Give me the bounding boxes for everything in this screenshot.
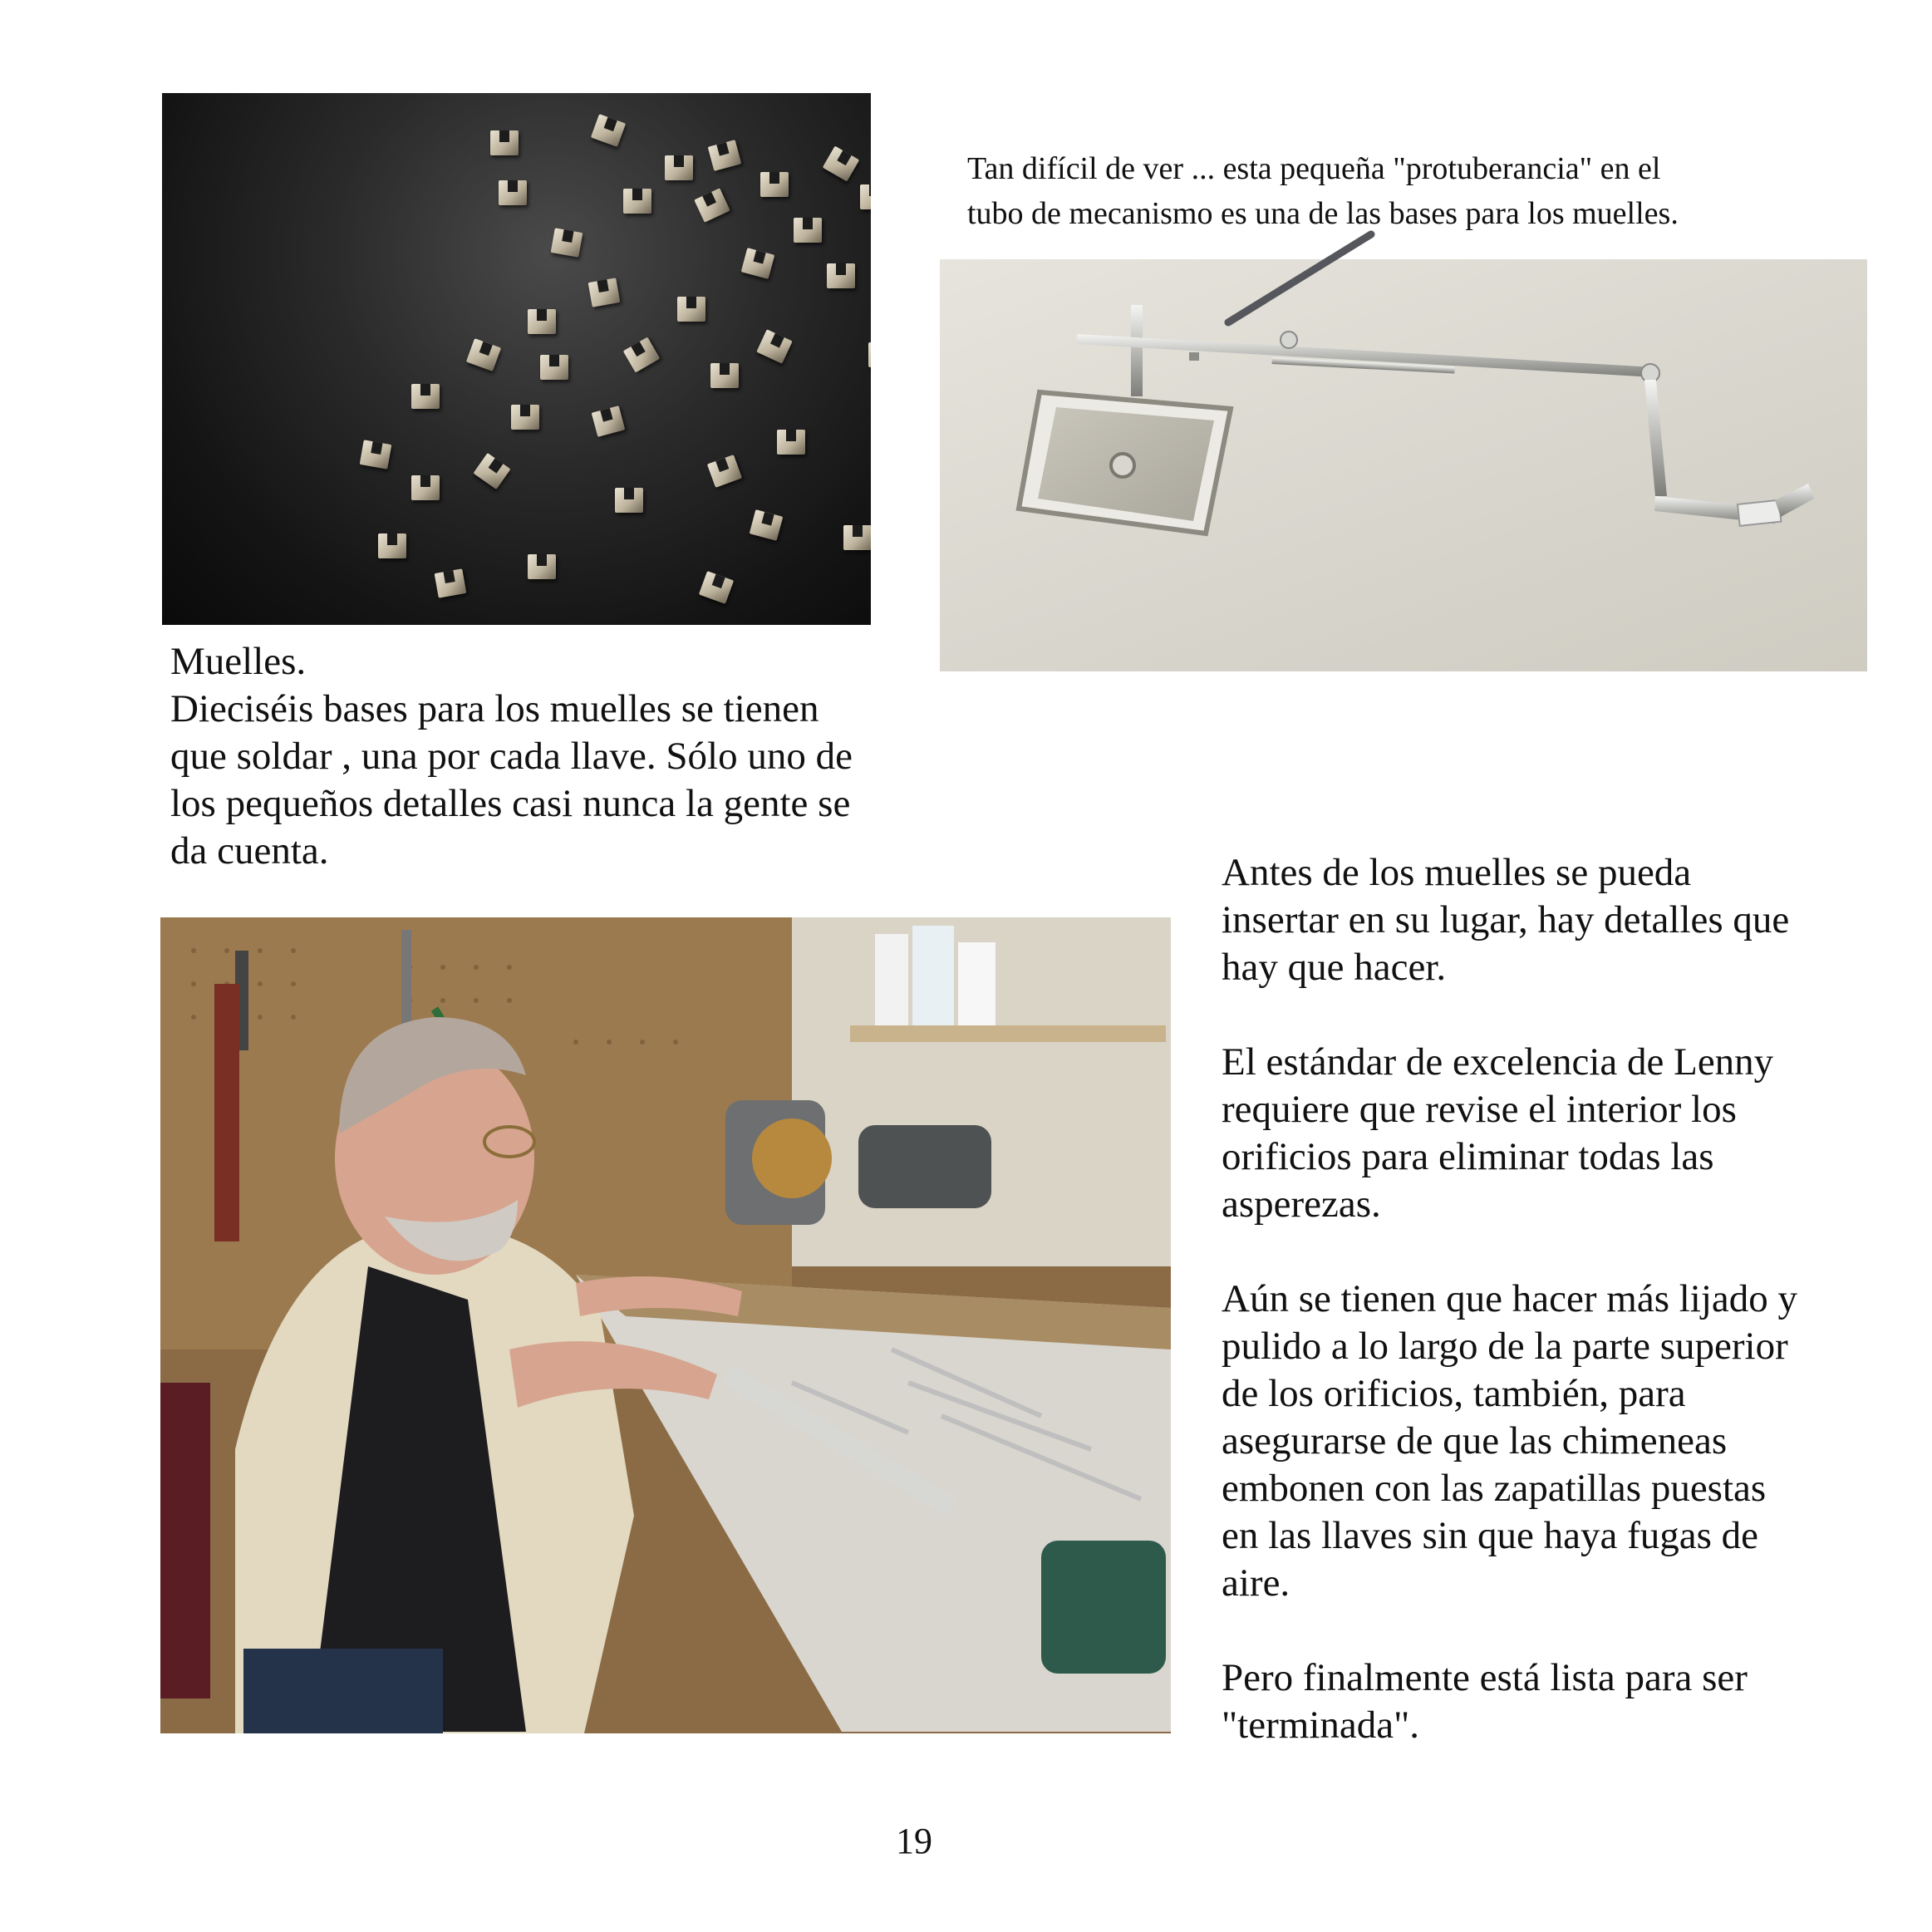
text-line: Antes de los muelles se pueda [1222,851,1692,894]
callout-line: tubo de mecanismo es una de las bases para los muelles. [967,196,1679,231]
paragraph-4 [1222,1654,1903,1749]
text-line: hay que hacer. [1222,946,1447,989]
text-line: orificios para eliminar todas las [1222,1135,1714,1178]
page-number: 19 [896,1821,932,1861]
paragraph-1 [1222,849,1903,991]
photo-spring-bases [162,93,871,625]
caption-line: que soldar , una por cada llave. Sólo uno de [170,735,853,778]
text-line: en las llaves sin que haya fugas de [1222,1514,1759,1557]
text-line: de los orificios, también, para [1222,1372,1686,1415]
text-line: asegurarse de que las chimeneas [1222,1419,1728,1463]
text-line: requiere que revise el interior los [1222,1088,1737,1131]
text-line: El estándar de excelencia de Lenny [1222,1040,1774,1084]
callout-line: Tan difícil de ver ... esta pequeña "protuberancia" en el [967,151,1661,186]
caption-heading: Muelles. [170,640,307,683]
photo-mechanism-tube [940,259,1867,671]
paragraph-3 [1222,1276,1903,1607]
body-text [1222,849,1903,1749]
photo-craftsman-workshop [160,917,1171,1733]
photo-callout-caption [967,146,1873,236]
workshop-illustration [160,917,1171,1733]
callout-pointer-line [1213,224,1379,332]
text-line: Aún se tienen que hacer más lijado y [1222,1277,1798,1320]
text-line: asperezas. [1222,1182,1381,1226]
caption-line: Dieciséis bases para los muelles se tienen [170,687,819,730]
spring-bases-caption [170,638,951,875]
text-line: aire. [1222,1561,1290,1605]
caption-line: da cuenta. [170,829,329,873]
text-line: insertar en su lugar, hay detalles que [1222,898,1790,941]
text-line: "terminada". [1222,1703,1420,1747]
text-line: pulido a lo largo de la parte superior [1222,1325,1788,1368]
paragraph-2 [1222,1039,1903,1228]
text-line: Pero finalmente está lista para ser [1222,1656,1748,1699]
mechanism-tube-illustration [940,259,1867,671]
caption-line: los pequeños detalles casi nunca la gente se [170,782,851,825]
text-line: embonen con las zapatillas puestas [1222,1467,1767,1510]
